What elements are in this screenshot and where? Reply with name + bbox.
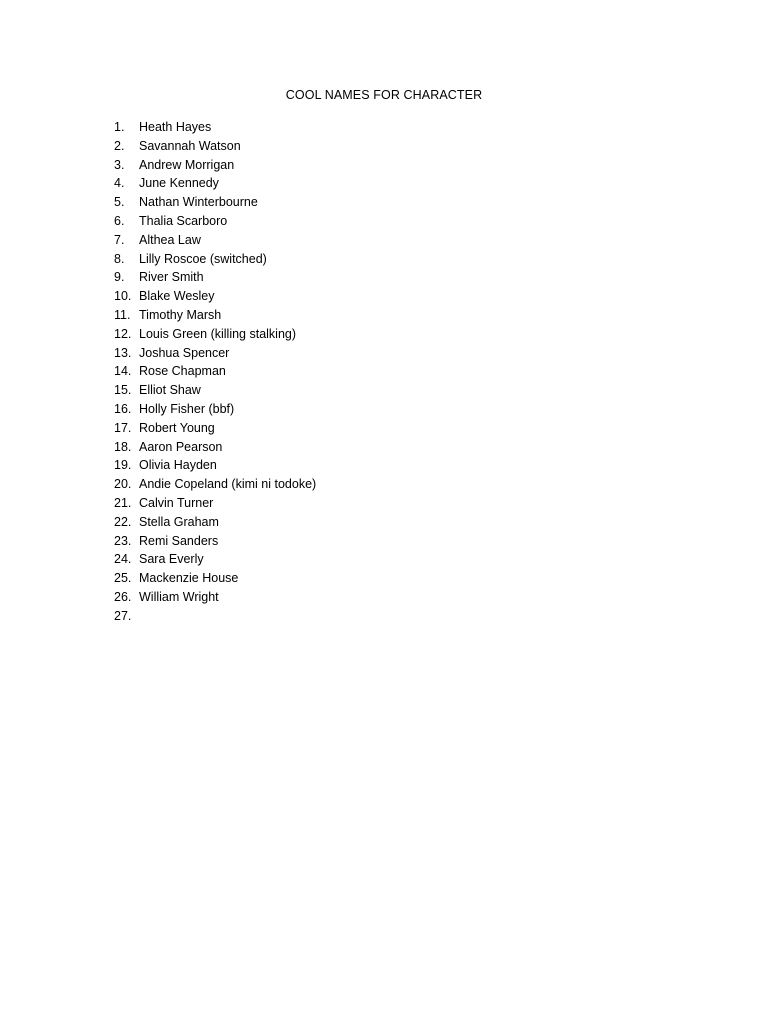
list-item bbox=[114, 588, 316, 607]
item-text: Rose Chapman bbox=[139, 364, 226, 379]
item-number: 1. bbox=[114, 120, 125, 134]
item-number: 19. bbox=[114, 458, 132, 473]
item-number: 7. bbox=[114, 232, 125, 247]
list-item bbox=[114, 268, 316, 287]
item-number: 21. bbox=[114, 495, 132, 510]
item-number: 4. bbox=[114, 176, 125, 191]
item-text: Louis Green (killing stalking) bbox=[139, 326, 297, 341]
list-item bbox=[114, 137, 316, 156]
item-number: 26. bbox=[114, 589, 132, 604]
list-item bbox=[114, 212, 316, 231]
list-item bbox=[114, 475, 316, 494]
list-item bbox=[114, 193, 316, 212]
item-number: 23. bbox=[114, 533, 132, 548]
item-text: Stella Graham bbox=[139, 514, 219, 529]
list-item bbox=[114, 250, 316, 269]
item-number: 12. bbox=[114, 326, 132, 341]
list-item bbox=[114, 438, 316, 457]
list-item bbox=[114, 362, 316, 381]
item-number: 3. bbox=[114, 157, 125, 172]
item-number: 13. bbox=[114, 345, 132, 360]
list-item bbox=[114, 494, 316, 513]
item-number: 2. bbox=[114, 138, 125, 153]
names-list bbox=[114, 118, 316, 626]
item-number: 22. bbox=[114, 514, 132, 529]
item-number: 27. bbox=[114, 608, 132, 623]
item-number: 6. bbox=[114, 213, 125, 228]
list-item bbox=[114, 306, 316, 325]
item-text: Joshua Spencer bbox=[139, 345, 230, 360]
list-item bbox=[114, 325, 316, 344]
item-text: Timothy Marsh bbox=[139, 307, 222, 322]
item-text: Olivia Hayden bbox=[139, 458, 217, 473]
item-text: Lilly Roscoe (switched) bbox=[139, 251, 267, 266]
item-text: Andie Copeland (kimi ni todoke) bbox=[139, 477, 317, 492]
item-text: Sara Everly bbox=[139, 552, 204, 567]
item-text: Heath Hayes bbox=[139, 120, 212, 134]
list-item bbox=[114, 174, 316, 193]
item-text: Remi Sanders bbox=[139, 533, 219, 548]
item-number: 17. bbox=[114, 420, 132, 435]
list-item bbox=[114, 118, 316, 137]
list-item bbox=[114, 456, 316, 475]
list-item bbox=[114, 419, 316, 438]
item-text: Mackenzie House bbox=[139, 571, 239, 586]
item-number: 16. bbox=[114, 401, 132, 416]
list-item bbox=[114, 607, 316, 626]
item-number: 11. bbox=[114, 307, 131, 322]
document-title: COOL NAMES FOR CHARACTER bbox=[285, 88, 483, 102]
list-item bbox=[114, 156, 316, 175]
list-item bbox=[114, 231, 316, 250]
list-item bbox=[114, 344, 316, 363]
item-number: 5. bbox=[114, 195, 125, 210]
item-number: 24. bbox=[114, 552, 132, 567]
item-number: 8. bbox=[114, 251, 125, 266]
list-item bbox=[114, 381, 316, 400]
item-text: Althea Law bbox=[139, 232, 201, 247]
item-number: 25. bbox=[114, 571, 132, 586]
item-text: Andrew Morrigan bbox=[139, 157, 235, 172]
item-text: Savannah Watson bbox=[139, 138, 241, 153]
item-number: 18. bbox=[114, 439, 132, 454]
list-item bbox=[114, 550, 316, 569]
item-text: June Kennedy bbox=[139, 176, 219, 191]
item-text: Nathan Winterbourne bbox=[139, 195, 258, 210]
list-item bbox=[114, 287, 316, 306]
item-number: 20. bbox=[114, 477, 132, 492]
item-number: 15. bbox=[114, 383, 132, 398]
item-text: Holly Fisher (bbf) bbox=[139, 401, 235, 416]
item-text: Elliot Shaw bbox=[139, 383, 201, 398]
list-item bbox=[114, 513, 316, 532]
item-text: Aaron Pearson bbox=[139, 439, 223, 454]
item-number: 9. bbox=[114, 270, 125, 285]
item-text: William Wright bbox=[139, 589, 219, 604]
item-text: Blake Wesley bbox=[139, 289, 215, 304]
item-number: 10. bbox=[114, 289, 132, 304]
list-item bbox=[114, 569, 316, 588]
list-item bbox=[114, 532, 316, 551]
item-number: 14. bbox=[114, 364, 132, 379]
item-text: Robert Young bbox=[139, 420, 215, 435]
item-text: Thalia Scarboro bbox=[139, 213, 228, 228]
list-item bbox=[114, 400, 316, 419]
item-text: Calvin Turner bbox=[139, 495, 214, 510]
item-text: River Smith bbox=[139, 270, 204, 285]
